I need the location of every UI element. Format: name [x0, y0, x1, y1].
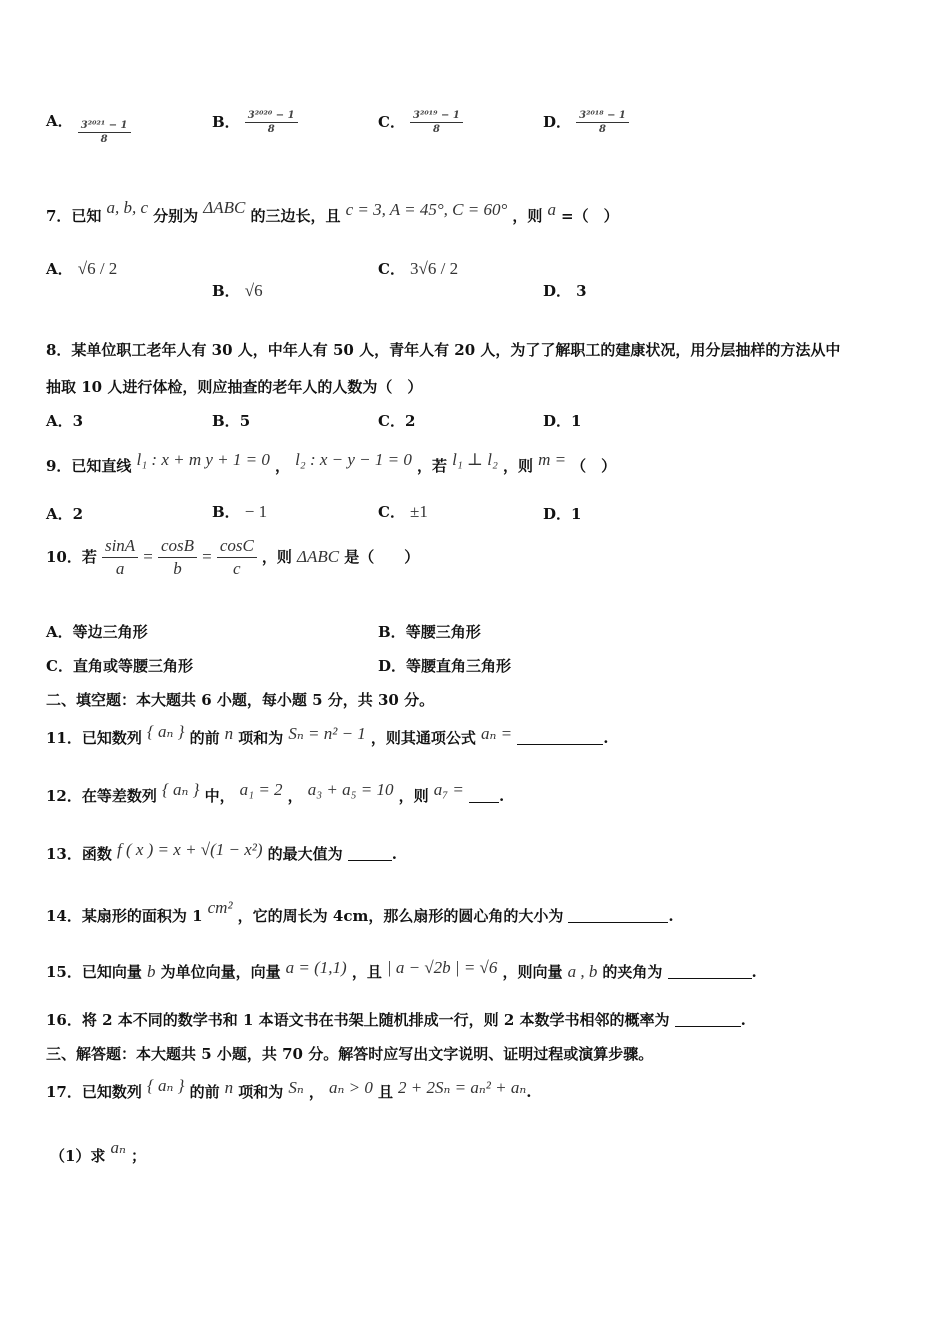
section-3-heading: 三、解答题：本大题共 5 小题，共 70 分。解答时应写出文字说明、证明过程或演算步骤。	[46, 1045, 654, 1063]
fraction-denominator: a	[115, 559, 125, 578]
answer-blank[interactable]	[568, 922, 668, 923]
q9-option-b	[212, 501, 267, 522]
q15-text: 的夹角为	[602, 963, 663, 981]
q9-line2: l₂ : x − y − 1 = 0	[295, 450, 412, 469]
section-2-heading: 二、填空题：本大题共 6 小题，每小题 5 分，共 30 分。	[46, 691, 435, 709]
equals-sign: =	[202, 547, 212, 566]
q7-conditions: c = 3, A = 45°, C = 60°	[345, 200, 508, 219]
q13-number: 13．函数	[46, 845, 112, 863]
q16-text: 16．将 2 本不同的数学书和 1 本语文书在书架上随机排成一行，则 2 本数学书相邻的概率为	[46, 1011, 670, 1029]
option-label: A．	[46, 505, 73, 523]
q9-number: 9．已知直线	[46, 457, 132, 475]
q7-text: 的三边长，且	[250, 207, 341, 225]
option-fraction	[78, 120, 131, 145]
q13-text: 的最大值为	[267, 845, 343, 863]
q14-text: ，它的周长为 4cm，那么扇形的圆心角的大小为	[237, 907, 564, 925]
q11-text: 的前	[189, 729, 220, 747]
question-14	[46, 898, 674, 926]
fraction-numerator: 3²⁰²¹ − 1	[78, 120, 131, 133]
option-value: √6	[244, 281, 263, 300]
q7-var: a	[547, 200, 556, 219]
q17-text: 项和为	[238, 1083, 284, 1101]
question-15	[46, 958, 757, 982]
q9-perp: l₁ ⊥ l₂	[452, 450, 498, 469]
option-value: 1	[571, 412, 582, 430]
q10-number: 10．若	[46, 548, 97, 566]
option-fraction	[576, 110, 629, 135]
answer-blank[interactable]	[348, 860, 392, 861]
fraction-sina-over-a	[102, 536, 138, 579]
option-label: A．	[46, 260, 73, 278]
q9-text: ，则	[502, 457, 533, 475]
option-value: 等边三角形	[72, 623, 148, 641]
q17-text: 且	[377, 1083, 393, 1101]
q17-part1-var: aₙ	[110, 1138, 126, 1157]
fraction-numerator: 3²⁰¹⁸ − 1	[576, 110, 629, 123]
q17-part1-text: （1）求	[50, 1147, 106, 1165]
q12-seq: { aₙ }	[161, 780, 200, 799]
q8-option-d	[543, 410, 581, 431]
q15-ab: a , b	[567, 962, 598, 981]
q15-a-def: a = (1,1)	[285, 958, 347, 977]
q12-cond2: a₃ + a₅ = 10	[307, 780, 394, 799]
q13-end: .	[391, 845, 398, 863]
equals-sign: =	[143, 547, 153, 566]
q7-option-c	[378, 258, 458, 279]
q9-text: （ ）	[571, 457, 617, 475]
fraction-numerator: sinA	[102, 536, 138, 558]
option-value: 5	[239, 412, 251, 430]
q17-end: .	[526, 1083, 532, 1101]
q11-text: 项和为	[238, 729, 284, 747]
option-value: 3√6 / 2	[410, 259, 459, 278]
q15-text: ，则向量	[502, 963, 563, 981]
q15-text: 为单位向量，向量	[160, 963, 281, 981]
q7-text: ，则	[512, 207, 543, 225]
q9-text: ，若	[416, 457, 447, 475]
option-value: 3	[576, 282, 587, 300]
option-label: A．	[46, 623, 73, 641]
q9-option-c	[378, 501, 428, 522]
q10-option-a	[46, 621, 148, 642]
q10-text: 是（ ）	[344, 548, 420, 566]
option-value: 直角或等腰三角形	[72, 657, 193, 675]
q17-number: 17．已知数列	[46, 1083, 142, 1101]
q12-text: 中，	[204, 787, 235, 805]
answer-blank[interactable]	[517, 744, 603, 745]
option-value: ±1	[410, 502, 428, 521]
option-value: − 1	[244, 502, 268, 521]
q7-option-b	[212, 280, 263, 301]
option-label: A．	[46, 412, 73, 430]
question-9	[46, 450, 616, 476]
fraction-numerator: 3²⁰¹⁹ − 1	[410, 110, 463, 123]
q6-option-d	[543, 110, 629, 135]
q11-end: .	[603, 729, 609, 747]
question-10	[46, 536, 419, 579]
option-label: D．	[543, 113, 572, 131]
q17-text: ，	[308, 1083, 324, 1101]
fraction-numerator: cosB	[158, 536, 197, 558]
q9-option-a	[46, 503, 83, 524]
q11-an: aₙ =	[481, 724, 513, 743]
question-7	[46, 198, 619, 226]
q17-text: 的前	[189, 1083, 220, 1101]
question-16	[46, 1009, 746, 1030]
question-12	[46, 780, 504, 806]
q14-text: 14．某扇形的面积为 1	[46, 907, 203, 925]
q16-end: .	[740, 1011, 746, 1029]
q7-option-d	[543, 280, 587, 301]
q12-cond1: a₁ = 2	[239, 780, 283, 799]
q6-option-b	[212, 110, 298, 135]
fraction-denominator: 8	[100, 134, 108, 145]
q8-line1: 8．某单位职工老年人有 30 人，中年人有 50 人，青年人有 20 人，为了了解职工的建康状况，用分层抽样的方法从中	[46, 341, 841, 359]
q11-seq: { aₙ }	[146, 722, 185, 741]
q12-end: .	[498, 787, 505, 805]
fraction-denominator: 8	[267, 124, 275, 135]
option-label: B．	[212, 503, 240, 521]
q7-option-a	[46, 258, 117, 279]
fraction-denominator: c	[233, 559, 241, 578]
q14-unit: cm²	[207, 898, 233, 917]
option-label: A．	[46, 112, 73, 130]
option-label: C．	[46, 657, 73, 675]
question-13	[46, 840, 397, 864]
q7-sides: a, b, c	[106, 198, 149, 217]
option-value: 1	[571, 505, 582, 523]
option-value: 2	[404, 412, 416, 430]
q8-line2: 抽取 10 人进行体检，则应抽查的老年人的人数为（ ）	[46, 378, 423, 396]
q14-end: .	[668, 907, 674, 925]
q17-part-1	[50, 1138, 146, 1166]
option-label: C．	[378, 113, 405, 131]
option-label: B．	[212, 113, 240, 131]
q13-function: f ( x ) = x + √(1 − x²)	[116, 840, 263, 859]
option-label: B．	[378, 623, 406, 641]
q15-end: .	[751, 963, 757, 981]
q11-expr: Sₙ = n² − 1	[288, 724, 366, 743]
option-label: D．	[543, 505, 572, 523]
q9-text: ，	[274, 457, 290, 475]
q15-text: ，且	[351, 963, 382, 981]
option-label: C．	[378, 260, 405, 278]
answer-blank[interactable]	[469, 802, 499, 803]
q7-triangle: ΔABC	[203, 198, 246, 217]
q8-option-a	[46, 410, 83, 431]
option-label: B．	[212, 282, 240, 300]
option-label: B．	[212, 412, 240, 430]
q12-text: ，	[287, 787, 303, 805]
option-fraction	[245, 110, 298, 135]
q10-option-c	[46, 655, 193, 676]
q9-option-d	[543, 503, 581, 524]
option-label: D．	[378, 657, 407, 675]
option-value: 3	[72, 412, 84, 430]
q10-option-b	[378, 621, 481, 642]
q15-b: b	[146, 962, 156, 981]
q6-option-c	[378, 110, 463, 135]
q11-text: ，则其通项公式	[370, 729, 476, 747]
fraction-denominator: 8	[432, 124, 440, 135]
q10-triangle: ΔABC	[297, 547, 340, 566]
q8-option-b	[212, 410, 250, 431]
option-value: √6 / 2	[77, 259, 118, 278]
q6-option-a	[46, 110, 131, 145]
question-11	[46, 722, 608, 748]
q8-option-c	[378, 410, 415, 431]
q11-number: 11．已知数列	[46, 729, 142, 747]
fraction-cosb-over-b	[158, 536, 197, 579]
q17-cond2: 2 + 2Sₙ = aₙ² + aₙ	[398, 1078, 527, 1097]
fraction-denominator: 8	[599, 124, 606, 135]
q10-text: ，则	[261, 548, 292, 566]
q7-text: 分别为	[153, 207, 199, 225]
option-label: D．	[543, 282, 572, 300]
option-value: 等腰直角三角形	[406, 657, 512, 675]
option-label: C．	[378, 412, 405, 430]
fraction-denominator: b	[173, 559, 182, 578]
q15-cond: | a − √2b | = √6	[386, 958, 498, 977]
q7-number: 7．已知	[46, 207, 102, 225]
q17-n: n	[224, 1078, 234, 1097]
option-label: D．	[543, 412, 572, 430]
q17-s: Sₙ	[288, 1078, 304, 1097]
q10-option-d	[378, 655, 511, 676]
q9-line1: l₁ : x + m y + 1 = 0	[136, 450, 270, 469]
q17-seq: { aₙ }	[146, 1076, 185, 1095]
option-label: C．	[378, 503, 405, 521]
option-value: 等腰三角形	[405, 623, 481, 641]
q15-number: 15．已知向量	[46, 963, 142, 981]
q9-eq: m =	[538, 450, 567, 469]
q11-n: n	[224, 724, 234, 743]
answer-blank[interactable]	[675, 1026, 741, 1027]
question-17	[46, 1076, 531, 1102]
q17-part1-end: ；	[131, 1147, 147, 1165]
option-fraction	[410, 110, 463, 135]
q17-cond1: aₙ > 0	[328, 1078, 373, 1097]
fraction-numerator: 3²⁰²⁰ − 1	[245, 110, 298, 123]
fraction-cosc-over-c	[217, 536, 257, 579]
q12-number: 12．在等差数列	[46, 787, 157, 805]
q12-text: ，则	[398, 787, 429, 805]
q7-text: =（ ）	[561, 207, 619, 225]
q12-ask: a₇ =	[433, 780, 464, 799]
answer-blank[interactable]	[668, 978, 752, 979]
option-value: 2	[72, 505, 84, 523]
fraction-numerator: cosC	[217, 536, 257, 558]
